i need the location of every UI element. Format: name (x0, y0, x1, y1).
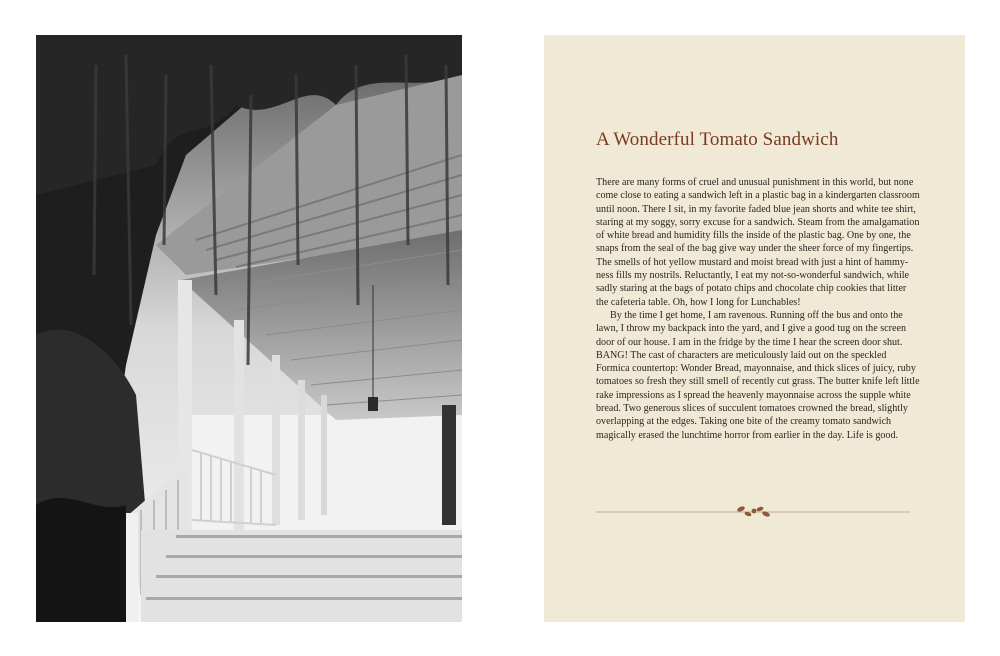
porch-photo (36, 35, 462, 622)
article-body (596, 176, 920, 442)
article-title: A Wonderful Tomato Sandwich (596, 129, 839, 150)
paragraph: By the time I get home, I am ravenous. Running off the bus and onto the lawn, I throw my backpack into the yard, and I give a good tug on the screen door of our house. I am in the fridge by the time I hear the screen door shut. BANG! The cast of characters are meticulously laid out on the speckled Formica countertop: Wonder Bread, mayonnaise, and thick slices of juicy, ruby tomatoes so fresh they still smell of recently cut grass. The butter knife left little rake impressions as I spread the heavenly mayonnaise across the supple white bread. Two generous slices of succulent tomatoes crowned the bread, slightly overlapping at the edges. Taking one bite of the creamy tomato sandwich magically erased the lunchtime horror from earlier in the day. Life is good. (596, 309, 920, 441)
vine-ornament-icon (596, 500, 910, 524)
paragraph: There are many forms of cruel and unusual punishment in this world, but none come close to eating a sandwich left in a plastic bag in a kindergarten classroom until noon. There I sit, in my favorite faded blue jean shorts and white tee shirt, staring at my soggy, sorry excuse for a sandwich. Steam from the amalgamation of white bread and humidity fills the inside of the plastic bag. One by one, the snaps from the seal of the bag give way under the sheer force of my fingertips. The smells of hot yellow mustard and moist bread with just a hint of hammy-ness fills my nostrils. Reluctantly, I eat my not-so-wonderful sandwich, while sadly staring at the bags of potato chips and chocolate chip cookies that litter the cafeteria table. Oh, how I long for Lunchables! (596, 177, 920, 308)
text-page (544, 35, 965, 622)
